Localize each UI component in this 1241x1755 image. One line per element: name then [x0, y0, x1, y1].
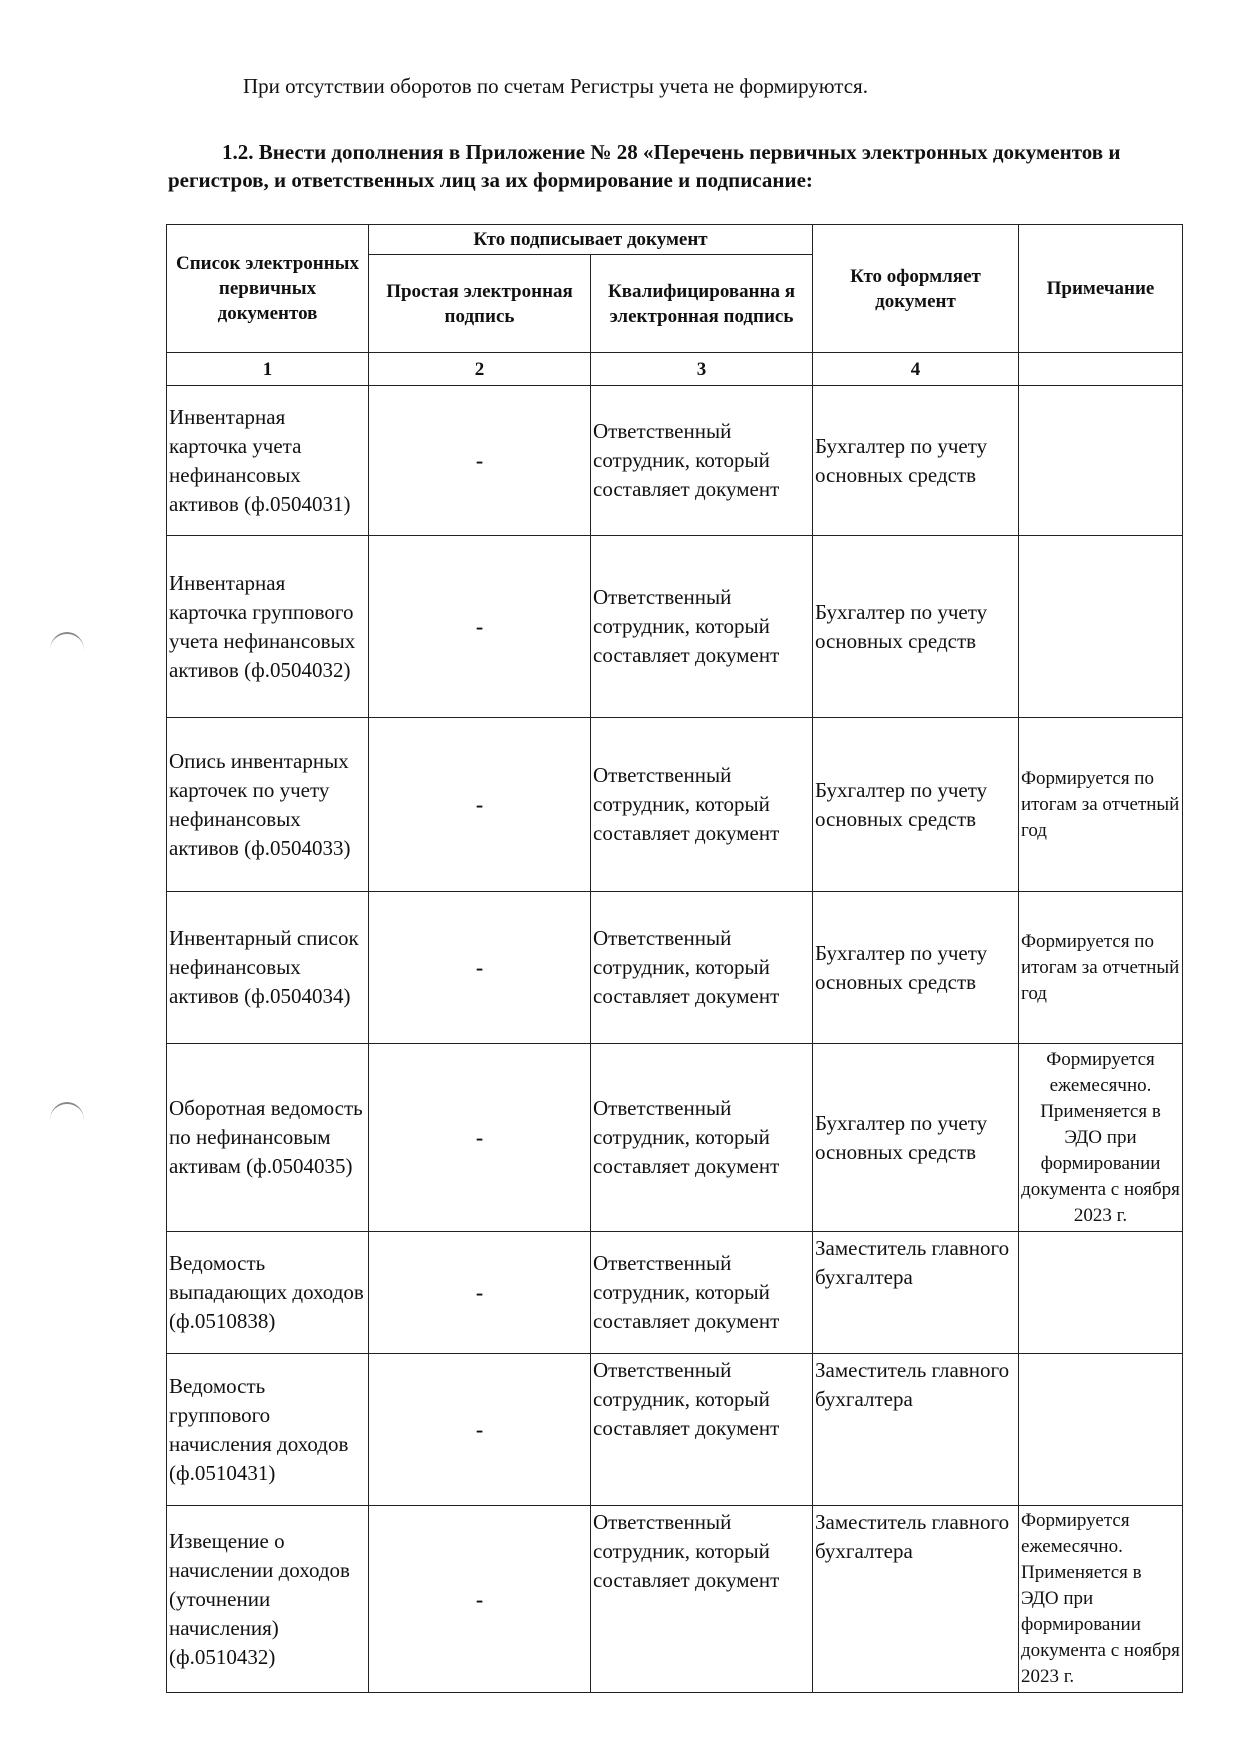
note-cell: Формируется ежемесячно. Применяется в ЭДО при формировании документа с ноября 2023 г. [1019, 1044, 1183, 1232]
header-qualified-signature: Квалифицированна я электронная подпись [591, 255, 813, 353]
note-cell [1019, 386, 1183, 536]
preparer-cell: Бухгалтер по учету основных средств [813, 892, 1019, 1044]
documents-table [166, 224, 1183, 1693]
note-cell: Формируется по итогам за отчетный год [1019, 718, 1183, 892]
note-cell: Формируется ежемесячно. Применяется в ЭДО при формировании документа с ноября 2023 г. [1019, 1506, 1183, 1693]
doc-name: Ведомость группового начисления доходов (ф.0510431) [167, 1354, 369, 1506]
table-row [167, 1354, 1183, 1506]
qualified-signature-cell: Ответственный сотрудник, который составляет документ [591, 1044, 813, 1232]
qualified-signature-cell: Ответственный сотрудник, который составляет документ [591, 386, 813, 536]
doc-name: Инвентарная карточка учета нефинансовых активов (ф.0504031) [167, 386, 369, 536]
simple-signature-cell: - [369, 718, 591, 892]
note-cell: Формируется по итогам за отчетный год [1019, 892, 1183, 1044]
simple-signature-cell: - [369, 386, 591, 536]
note-cell [1019, 1354, 1183, 1506]
table-row [167, 1044, 1183, 1232]
simple-signature-cell: - [369, 1354, 591, 1506]
preparer-cell: Заместитель главного бухгалтера [813, 1506, 1019, 1693]
preparer-cell: Бухгалтер по учету основных средств [813, 1044, 1019, 1232]
header-who-prepares: Кто оформляет документ [813, 225, 1019, 353]
preparer-cell: Заместитель главного бухгалтера [813, 1232, 1019, 1354]
table-row [167, 1232, 1183, 1354]
table-row [167, 386, 1183, 536]
column-number [1019, 353, 1183, 386]
note-cell [1019, 1232, 1183, 1354]
qualified-signature-cell: Ответственный сотрудник, который составляет документ [591, 892, 813, 1044]
doc-name: Оборотная ведомость по нефинансовым активам (ф.0504035) [167, 1044, 369, 1232]
preparer-cell: Бухгалтер по учету основных средств [813, 718, 1019, 892]
header-note: Примечание [1019, 225, 1183, 353]
simple-signature-cell: - [369, 1044, 591, 1232]
section-heading: 1.2. Внести дополнения в Приложение № 28 «Перечень первичных электронных документов и регистров, и ответственных лиц за их формирование и подписание: [168, 140, 1121, 192]
preparer-cell: Бухгалтер по учету основных средств [813, 386, 1019, 536]
table-row [167, 892, 1183, 1044]
header-doc-list: Список электронных первичных документов [167, 225, 369, 353]
header-who-signs: Кто подписывает документ [369, 225, 813, 255]
column-number: 1 [167, 353, 369, 386]
column-number: 3 [591, 353, 813, 386]
qualified-signature-cell: Ответственный сотрудник, который составляет документ [591, 1354, 813, 1506]
table-row [167, 536, 1183, 718]
header-simple-signature: Простая электронная подпись [369, 255, 591, 353]
table-row [167, 1506, 1183, 1693]
preparer-cell: Заместитель главного бухгалтера [813, 1354, 1019, 1506]
qualified-signature-cell: Ответственный сотрудник, который составляет документ [591, 718, 813, 892]
column-number: 2 [369, 353, 591, 386]
doc-name: Ведомость выпадающих доходов (ф.0510838) [167, 1232, 369, 1354]
qualified-signature-cell: Ответственный сотрудник, который составляет документ [591, 1232, 813, 1354]
preparer-cell: Бухгалтер по учету основных средств [813, 536, 1019, 718]
qualified-signature-cell: Ответственный сотрудник, который составляет документ [591, 1506, 813, 1693]
column-number: 4 [813, 353, 1019, 386]
simple-signature-cell: - [369, 1506, 591, 1693]
doc-name: Опись инвентарных карточек по учету нефинансовых активов (ф.0504033) [167, 718, 369, 892]
simple-signature-cell: - [369, 892, 591, 1044]
punch-hole-mark [50, 1102, 84, 1138]
punch-hole-mark [50, 632, 84, 668]
doc-name: Извещение о начислении доходов (уточнении начисления) (ф.0510432) [167, 1506, 369, 1693]
doc-name: Инвентарная карточка группового учета нефинансовых активов (ф.0504032) [167, 536, 369, 718]
doc-name: Инвентарный список нефинансовых активов (ф.0504034) [167, 892, 369, 1044]
qualified-signature-cell: Ответственный сотрудник, который составляет документ [591, 536, 813, 718]
note-cell [1019, 536, 1183, 718]
simple-signature-cell: - [369, 536, 591, 718]
table-row [167, 718, 1183, 892]
simple-signature-cell: - [369, 1232, 591, 1354]
intro-text: При отсутствии оборотов по счетам Регистры учета не формируются. [243, 74, 868, 98]
